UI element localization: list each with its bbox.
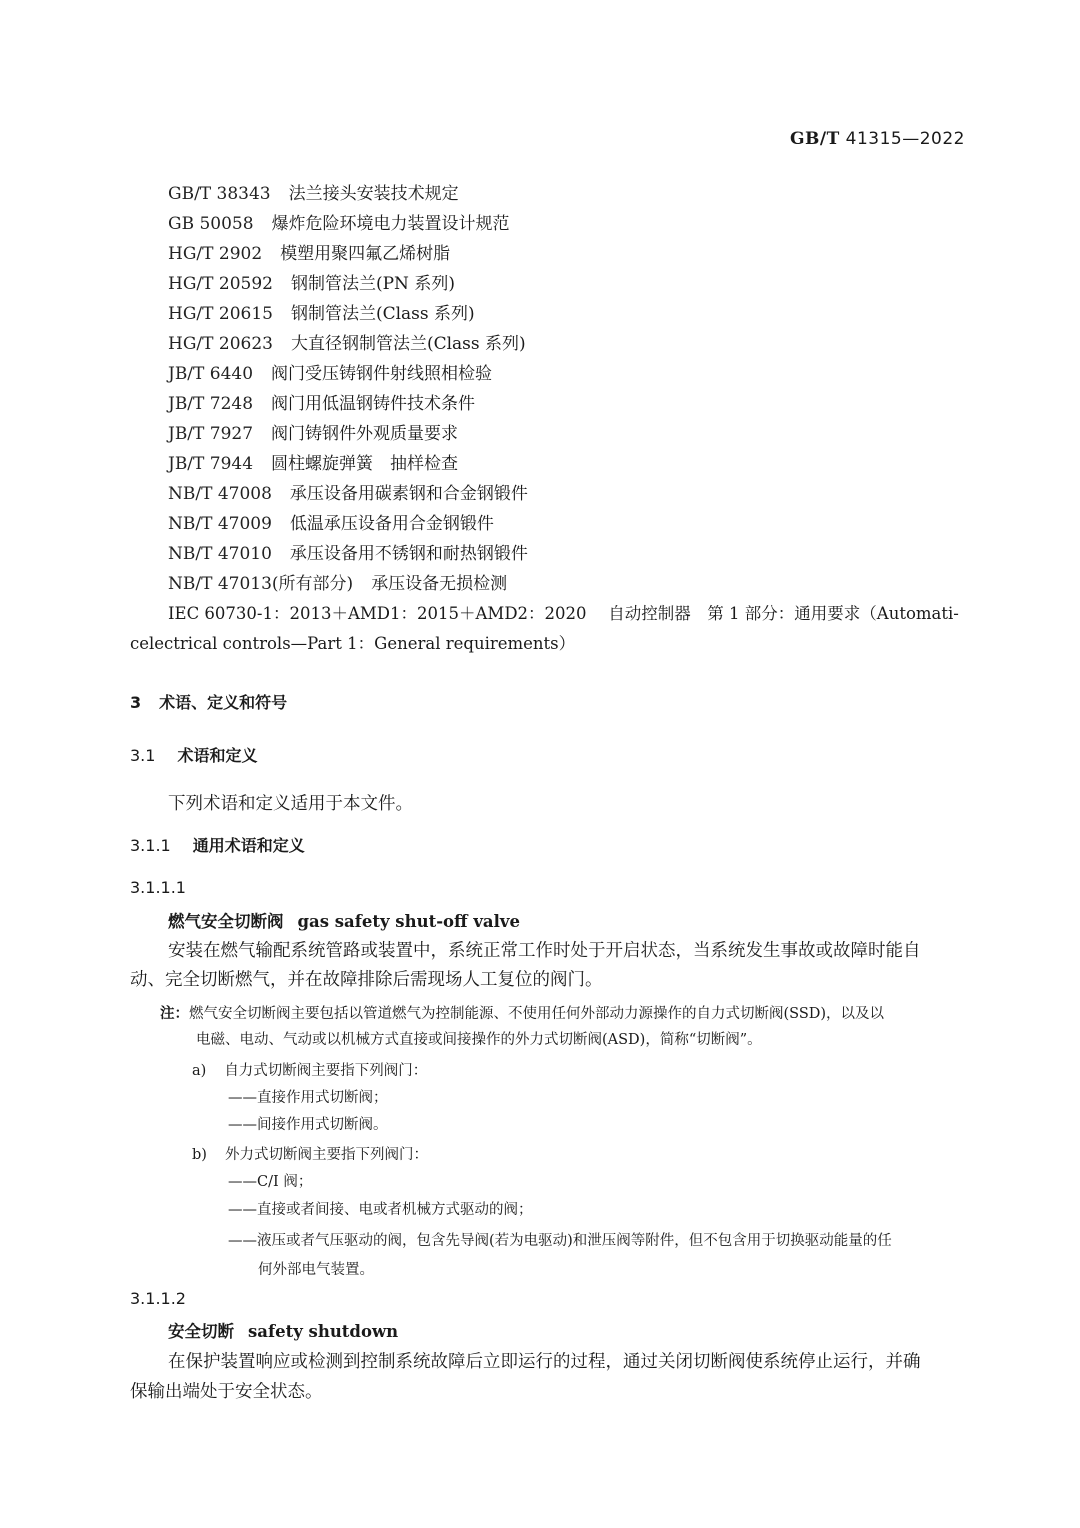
term-number: 3.1.1.2 [130, 1289, 186, 1308]
list-subitem: ——C/I 阀； [228, 1174, 313, 1190]
section-3-1-1-heading: 3.1.1 通用术语和定义 [130, 836, 305, 855]
reference-item: HG/T 20623 大直径钢制管法兰(Class 系列) [168, 334, 526, 354]
reference-item: NB/T 47009 低温承压设备用合金钢锻件 [168, 514, 494, 534]
reference-item: HG/T 20592 钢制管法兰(PN 系列) [168, 274, 455, 294]
term-definition-line1: 在保护装置响应或检测到控制系统故障后立即运行的过程，通过关闭切断阀使系统停止运行，并确 [168, 1352, 921, 1372]
term-number: 3.1.1.1 [130, 878, 186, 897]
section-3-1-heading: 3.1 术语和定义 [130, 746, 258, 765]
reference-item: NB/T 47013(所有部分) 承压设备无损检测 [168, 574, 508, 594]
term-definition-line2: 动、完全切断燃气，并在故障排除后需现场人工复位的阀门。 [130, 970, 603, 990]
intro-text: 下列术语和定义适用于本文件。 [168, 794, 413, 814]
list-subitem: ——液压或者气压驱动的阀，包含先导阀(若为电驱动)和泄压阀等附件，但不包含用于切换驱动能量的任 [228, 1233, 892, 1249]
reference-item: JB/T 7944 圆柱螺旋弹簧 抽样检查 [168, 454, 459, 474]
list-item-b: b) 外力式切断阀主要指下列阀门： [192, 1147, 428, 1163]
note-line1: 注：燃气安全切断阀主要包括以管道燃气为控制能源、不使用任何外部动力源操作的自力式切断阀(SSD)，以及以 [160, 1006, 885, 1022]
reference-item: JB/T 7927 阀门铸钢件外观质量要求 [168, 424, 459, 444]
list-subitem: ——间接作用式切断阀。 [228, 1117, 388, 1133]
reference-item: GB 50058 爆炸危险环境电力装置设计规范 [168, 214, 510, 234]
note-line2: 电磁、电动、气动或以机械方式直接或间接操作的外力式切断阀(ASD)，简称“切断阀”。 [196, 1032, 762, 1048]
term-title: 燃气安全切断阀 gas safety shut-off valve [168, 912, 520, 931]
term-definition-line1: 安装在燃气输配系统管路或装置中，系统正常工作时处于开启状态，当系统发生事故或故障时能自 [168, 941, 921, 961]
list-item-a: a) 自力式切断阀主要指下列阀门： [192, 1063, 428, 1079]
standard-number: 41315—2022 [845, 129, 965, 149]
iec-reference-line1: IEC 60730-1：2013＋AMD1：2015＋AMD2：2020 自动控制器 第 1 部分：通用要求（Automati- [168, 604, 959, 623]
list-subitem: ——直接作用式切断阀； [228, 1090, 388, 1106]
reference-item: NB/T 47010 承压设备用不锈钢和耐热钢锻件 [168, 544, 528, 564]
standard-prefix: GB/T [790, 129, 840, 149]
reference-item: HG/T 20615 钢制管法兰(Class 系列) [168, 304, 475, 324]
note-label: 注： [160, 1006, 189, 1022]
list-subitem-continuation: 何外部电气装置。 [258, 1262, 374, 1278]
reference-item: JB/T 7248 阀门用低温钢铸件技术条件 [168, 394, 476, 414]
term-definition-line2: 保输出端处于安全状态。 [130, 1382, 323, 1402]
reference-item: GB/T 38343 法兰接头安装技术规定 [168, 184, 459, 204]
reference-item: NB/T 47008 承压设备用碳素钢和合金钢锻件 [168, 484, 528, 504]
reference-item: HG/T 2902 模塑用聚四氟乙烯树脂 [168, 244, 451, 264]
section-3-heading: 3 术语、定义和符号 [130, 693, 288, 712]
iec-reference-line2: celectrical controls—Part 1：General requirements） [130, 634, 576, 653]
reference-item: JB/T 6440 阀门受压铸钢件射线照相检验 [168, 364, 493, 384]
term-title: 安全切断 safety shutdown [168, 1322, 399, 1341]
list-subitem: ——直接或者间接、电或者机械方式驱动的阀； [228, 1202, 533, 1218]
document-header [790, 129, 965, 149]
